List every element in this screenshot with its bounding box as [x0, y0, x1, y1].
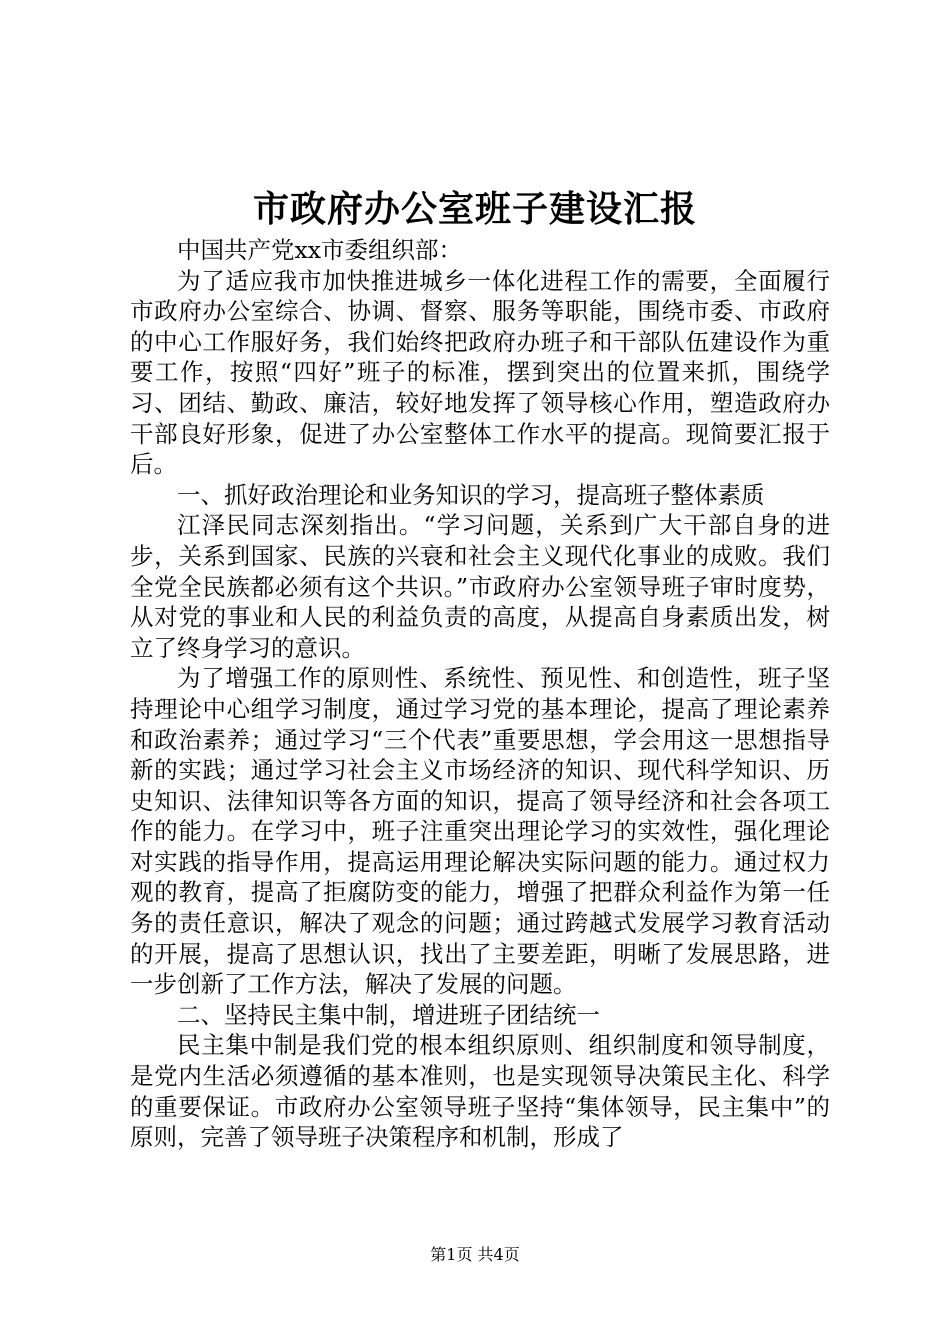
document-body [130, 235, 830, 1153]
document-title: 市政府办公室班子建设汇报 [252, 188, 697, 230]
paragraph-intro: 为了适应我市加快推进城乡一体化进程工作的需要，全面履行市政府办公室综合、协调、督察、服务等职能，围绕市委、市政府的中心工作服好务，我们始终把政府办班子和干部队伍建设作为重要工作，按照“四好”班子的标准，摆到突出的位置来抓，围绕学习、团结、勤政、廉洁，较好地发挥了领导核心作用，塑造政府办干部良好形象，促进了办公室整体工作水平的提高。现简要汇报于后。 [130, 266, 830, 479]
section-heading-1: 一、抓好政治理论和业务知识的学习，提高班子整体素质 [177, 480, 765, 509]
paragraph-democracy: 民主集中制是我们党的根本组织原则、组织制度和领导制度，是党内生活必须遵循的基本准则，也是实现领导决策民主化、科学的重要保证。市政府办公室领导班子坚持“集体领导，民主集中”的原则，完善了领导班子决策程序和机制，形成了 [130, 1031, 830, 1152]
page-footer: 第1页 共4页 [430, 1245, 520, 1264]
section-heading-2: 二、坚持民主集中制，增进班子团结统一 [177, 1000, 600, 1029]
paragraph-salutation: 中国共产党xx市委组织部： [177, 236, 463, 264]
paragraph-study: 为了增强工作的原则性、系统性、预见性、和创造性，班子坚持理论中心组学习制度，通过学习党的基本理论，提高了理论素养和政治素养；通过学习“三个代表”重要思想，学会用这一思想指导新的实践；通过学习社会主义市场经济的知识、现代科学知识、历史知识、法律知识等各方面的知识，提高了领导经济和社会各项工作的能力。在学习中，班子注重突出理论学习的实效性，强化理论对实践的指导作用，提高运用理论解决实际问题的能力。通过权力观的教育，提高了拒腐防变的能力，增强了把群众利益作为第一任务的责任意识，解决了观念的问题；通过跨越式发展学习教育活动的开展，提高了思想认识，找出了主要差距，明晰了发展思路，进一步创新了工作方法，解决了发展的问题。 [130, 664, 830, 999]
paragraph-quote: 江泽民同志深刻指出。“学习问题，关系到广大干部自身的进步，关系到国家、民族的兴衰和社会主义现代化事业的成败。我们全党全民族都必须有这个共识。”市政府办公室领导班子审时度势，从对党的事业和人民的利益负责的高度，从提高自身素质出发，树立了终身学习的意识。 [130, 511, 830, 662]
